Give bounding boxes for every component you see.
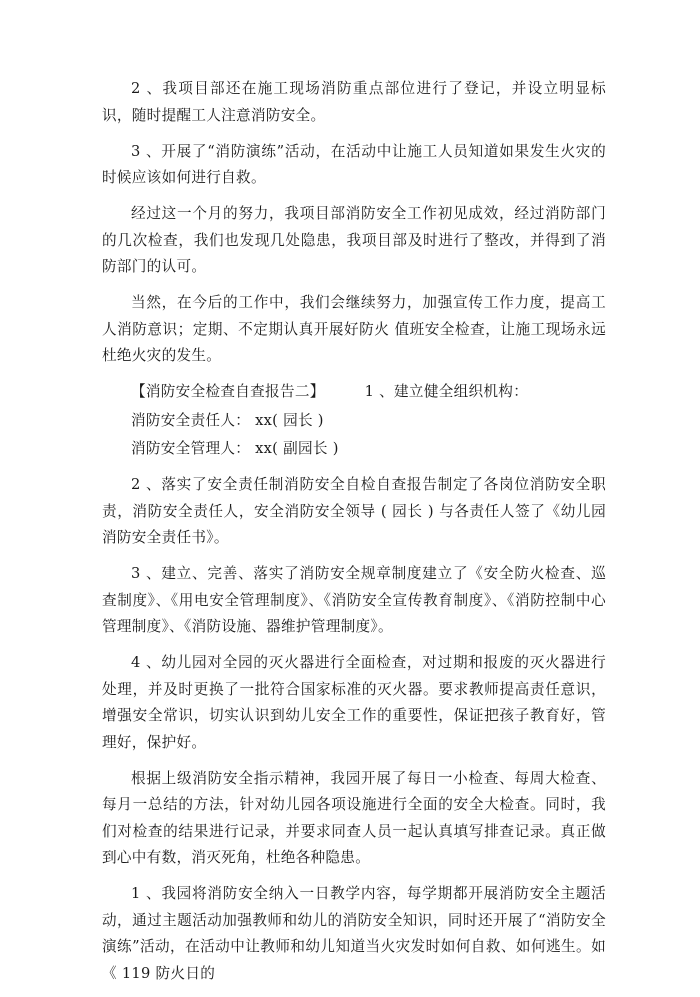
paragraph-future-work: 当然，在今后的工作中，我们会继续努力，加强宣传工作力度，提高工人消防意识；定期、不定期认真开展好防火 值班安全检查，让施工现场永远杜绝火灾的发生。 bbox=[102, 294, 606, 364]
section-heading-line bbox=[102, 379, 606, 406]
section-title: 【消防安全检查自查报告二】 bbox=[131, 383, 325, 400]
paragraph-drill: 3 、开展了“消防演练”活动，在活动中让施工人员知道如果发生火灾的时候应该如何进行自救。 bbox=[102, 142, 606, 186]
paragraph-inspections: 根据上级消防安全指示精神，我园开展了每日一小检查、每周大检查、每月一总结的方法，针对幼儿园各项设施进行全面的安全大检查。同时，我们对检查的结果进行记录，并要求同查人员一起认真填写排查记录。真正做到心中有数，消灭死角，杜绝各种隐患。 bbox=[102, 769, 606, 866]
document-body bbox=[102, 76, 606, 997]
paragraph-extinguishers: 4 、幼儿园对全园的灭火器进行全面检查，对过期和报废的灭火器进行处理，并及时更换了一批符合国家标准的灭火器。要求教师提高责任意识，增强安全常识，切实认识到幼儿安全工作的重要性，保证把孩子教育好，管理好，保护好。 bbox=[102, 654, 606, 751]
paragraph-teaching: 1 、我园将消防安全纳入一日教学内容，每学期都开展消防安全主题活动，通过主题活动加强教师和幼儿的消防安全知识，同时还开展了“消防安全演练”活动，在活动中让教师和幼儿知道当火灾发时如何自救、如何逃生。如《 119 防火日的 bbox=[102, 885, 606, 982]
paragraph-registration: 2 、我项目部还在施工现场消防重点部位进行了登记，并设立明显标识，随时提醒工人注意消防安全。 bbox=[102, 80, 606, 124]
paragraph-responsibility: 2 、落实了安全责任制消防安全自检自查报告制定了各岗位消防安全职责，消防安全责任人，安全消防安全领导 ( 园长 ) 与各责任人签了《幼儿园消防安全责任书》。 bbox=[102, 476, 606, 546]
paragraph-results: 经过这一个月的努力，我项目部消防安全工作初见成效，经过消防部门的几次检查，我们也发现几处隐患，我项目部及时进行了整改，并得到了消防部门的认可。 bbox=[102, 205, 606, 275]
manager-person-line: 消防安全管理人： xx( 副园长 ) bbox=[131, 440, 339, 457]
section-first-item: 1 、建立健全组织机构： bbox=[364, 383, 529, 400]
responsible-person-line: 消防安全责任人： xx( 园长 ) bbox=[131, 411, 324, 429]
paragraph-regulations: 3 、建立、完善、落实了消防安全规章制度建立了《安全防火检查、巡查制度》、《用电安全管理制度》、《消防安全宣传教育制度》、《消防控制中心管理制度》、《消防设施、器维护管理制度》。 bbox=[102, 565, 606, 635]
